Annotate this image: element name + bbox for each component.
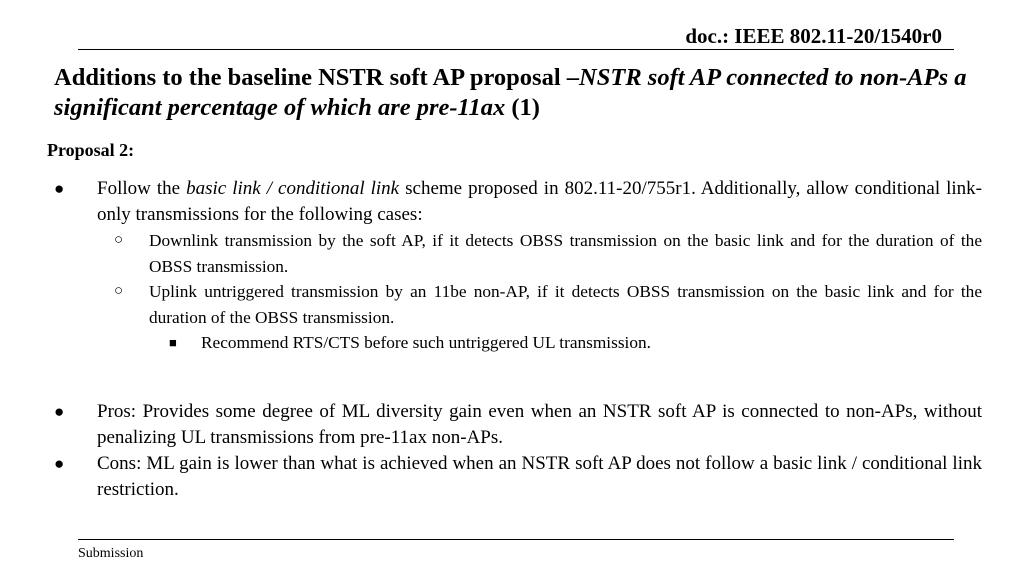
slide-title — [54, 63, 1004, 123]
bullet-item-cons — [48, 451, 982, 503]
sub-bullet-text: Uplink untriggered transmission by an 11be non-AP, if it detects OBSS transmission on the basic link and for the duration of the OBSS transmission. — [149, 282, 982, 327]
square-bullet-icon: ■ — [169, 335, 177, 350]
spacer — [48, 356, 982, 399]
sub-sub-bullet-text: Recommend RTS/CTS before such untriggered UL transmission. — [201, 333, 651, 352]
title-italic-text: NSTR soft AP connected to non-APs a significant percentage of which are pre-11ax — [54, 64, 967, 121]
bullet-item-pros — [48, 399, 982, 451]
pros-text: Pros: Provides some degree of ML diversity gain even when an NSTR soft AP is connected to non-APs, without penalizing UL transmissions from pre-11ax non-APs. — [97, 400, 982, 448]
title-suffix: (1) — [505, 94, 540, 121]
circle-bullet-icon: ○ — [114, 283, 124, 299]
bullet-item-scheme — [48, 176, 982, 356]
bullet-text-cont: scheme proposed in 802.11-20/755r1. Additionally, allow conditional link-only transmissions for the following cases: — [97, 178, 982, 225]
footer-divider — [78, 539, 954, 540]
bullet-icon: ● — [54, 453, 65, 473]
header-divider — [78, 49, 954, 50]
bullet-icon: ● — [54, 401, 65, 421]
bullet-icon: ● — [54, 179, 65, 198]
sub-sub-bullet-list — [149, 330, 982, 356]
footer-submission: Submission — [78, 546, 144, 561]
sub-bullet-text: Downlink transmission by the soft AP, if it detects OBSS transmission on the basic link and for the duration of the OBSS transmission. — [149, 231, 982, 276]
bullet-text: Follow the — [97, 178, 187, 199]
title-text: Additions to the baseline NSTR soft AP proposal – — [54, 64, 580, 91]
bullet-list — [48, 176, 982, 503]
proposal-label: Proposal 2: — [47, 140, 135, 160]
document-id: doc.: IEEE 802.11-20/1540r0 — [685, 24, 942, 48]
circle-bullet-icon: ○ — [114, 232, 124, 248]
sub-sub-bullet-rts-cts — [149, 330, 982, 356]
sub-bullet-uplink — [97, 279, 982, 356]
cons-text: Cons: ML gain is lower than what is achieved when an NSTR soft AP does not follow a basic link / conditional link restriction. — [97, 452, 982, 500]
bullet-italic-text: basic link / conditional link — [186, 178, 400, 199]
sub-bullet-downlink — [97, 228, 982, 279]
sub-bullet-list — [97, 228, 982, 356]
